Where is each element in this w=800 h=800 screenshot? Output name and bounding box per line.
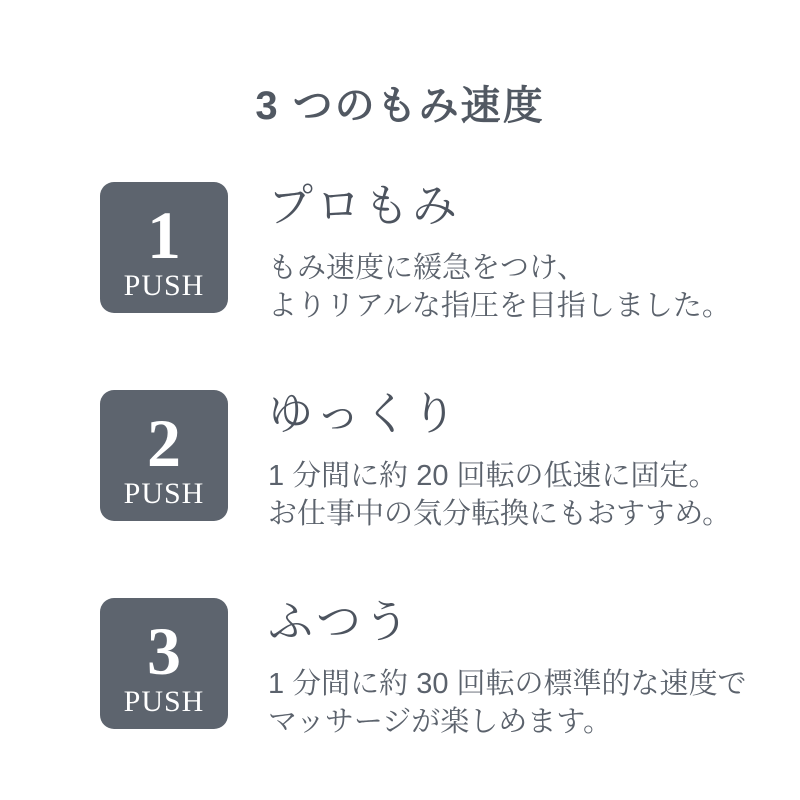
push-1-badge <box>100 182 228 313</box>
speed-item-pro <box>100 182 731 325</box>
push-label: PUSH <box>123 685 205 718</box>
page-title: 3 つのもみ速度 <box>255 84 545 128</box>
mode-description <box>268 249 731 325</box>
description-line: 1 分間に約 30 回転の標準的な速度で <box>268 667 747 700</box>
description-line: 1 分間に約 20 回転の低速に固定。 <box>268 459 718 492</box>
mode-name: ゆっくり <box>268 389 460 439</box>
push-count-number: 1 <box>147 197 181 273</box>
description-line: よりリアルな指圧を目指しました。 <box>268 289 731 322</box>
mode-description <box>268 665 747 741</box>
description-line: お仕事中の気分転換にもおすすめ。 <box>268 497 732 530</box>
mode-description <box>268 457 731 533</box>
push-label: PUSH <box>123 269 205 302</box>
push-count-number: 2 <box>147 405 181 481</box>
push-count-number: 3 <box>147 613 181 689</box>
push-3-badge <box>100 598 228 729</box>
speed-item-slow <box>100 390 731 533</box>
speed-item-content <box>268 182 731 325</box>
push-2-badge <box>100 390 228 521</box>
description-line: もみ速度に緩急をつけ、 <box>268 251 586 284</box>
mode-name: プロもみ <box>268 181 461 231</box>
speed-item-content <box>268 598 747 741</box>
speed-item-normal <box>100 598 747 741</box>
push-label: PUSH <box>123 477 205 510</box>
speed-item-content <box>268 390 731 533</box>
mode-name: ふつう <box>268 597 413 647</box>
description-line: マッサージが楽しめます。 <box>268 705 612 738</box>
